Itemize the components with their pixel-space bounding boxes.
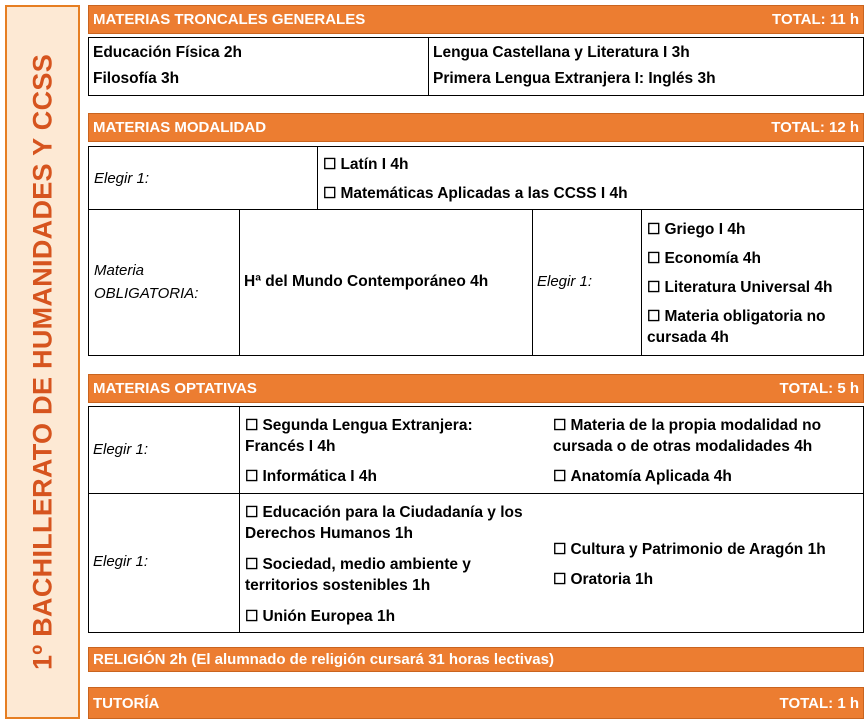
optativas-block1 [239,406,864,494]
section-title: MATERIAS TRONCALES GENERALES [93,11,366,28]
elegir-label-cell [88,493,240,633]
subject: Filosofía 3h [93,70,180,87]
obligatoria-label-cell [88,209,240,356]
elegir-label: Elegir 1: [537,273,593,290]
elegir-label-cell [88,406,240,494]
section-header-optativas [88,374,864,403]
option-sociedad[interactable]: ☐ Sociedad, medio ambiente y [245,556,471,573]
elegir-label: Elegir 1: [93,553,149,570]
checkbox-icon[interactable]: ☐ [553,417,567,434]
section-title: TUTORÍA [93,694,160,712]
checkbox-icon[interactable]: ☐ [647,250,661,267]
section-total: TOTAL: 12 h [771,119,859,136]
divider [428,38,429,95]
obligatoria-subject-cell [239,209,533,356]
section-header-modalidad [88,113,864,142]
option-materia-obligatoria[interactable]: ☐ Materia obligatoria no [647,308,826,325]
subject: Educación Física 2h [93,44,243,61]
option-informatica[interactable]: ☐ Informática I 4h [245,468,378,485]
optativas-block2 [239,493,864,633]
banner-title: 1º BACHILLERATO DE HUMANIDADES Y CCSS [27,53,57,671]
option-griego[interactable]: ☐ Griego I 4h [647,221,746,238]
option-latin[interactable]: ☐ Latín I 4h [323,156,409,173]
checkbox-icon[interactable]: ☐ [323,185,337,202]
religion-text: RELIGIÓN 2h (El alumnado de religión cursará 31 horas lectivas) [93,651,554,668]
checkbox-icon[interactable]: ☐ [647,279,661,296]
section-title: MATERIAS OPTATIVAS [93,380,257,397]
option-union-europea[interactable]: ☐ Unión Europea 1h [245,608,396,625]
religion-bar [88,647,864,672]
checkbox-icon[interactable]: ☐ [245,608,259,625]
obligatoria-subject: Hª del Mundo Contemporáneo 4h [244,273,489,290]
elegir-label-cell [88,146,318,210]
elegir2-options-cell [641,209,864,356]
elegir-options-cell [317,146,864,210]
section-total: TOTAL: 5 h [779,380,859,397]
option-segunda-lengua-cont: Francés I 4h [245,438,336,455]
option-segunda-lengua[interactable]: ☐ Segunda Lengua Extranjera: [245,417,473,434]
option-oratoria[interactable]: ☐ Oratoria 1h [553,571,654,588]
option-literatura[interactable]: ☐ Literatura Universal 4h [647,279,833,296]
checkbox-icon[interactable]: ☐ [647,221,661,238]
checkbox-icon[interactable]: ☐ [553,571,567,588]
option-materia-modalidad-cont: cursada o de otras modalidades 4h [553,438,813,455]
checkbox-icon[interactable]: ☐ [245,504,259,521]
option-economia[interactable]: ☐ Economía 4h [647,250,761,267]
section-header-tutoria [88,687,864,719]
vertical-title-banner [5,5,80,719]
checkbox-icon[interactable]: ☐ [245,468,259,485]
section-total: TOTAL: 11 h [772,11,859,28]
option-ciudadania-cont: Derechos Humanos 1h [245,525,413,542]
checkbox-icon[interactable]: ☐ [553,541,567,558]
option-ciudadania[interactable]: ☐ Educación para la Ciudadanía y los [245,504,523,521]
obligatoria-label: OBLIGATORIA: [94,285,199,302]
subject: Lengua Castellana y Literatura I 3h [433,44,690,61]
option-cultura-aragon[interactable]: ☐ Cultura y Patrimonio de Aragón 1h [553,541,826,558]
checkbox-icon[interactable]: ☐ [245,417,259,434]
elegir-label: Elegir 1: [93,441,149,458]
section-title: MATERIAS MODALIDAD [93,119,267,136]
troncales-table [88,37,864,96]
option-materia-obligatoria-cont: cursada 4h [647,329,729,346]
elegir-label: Elegir 1: [94,170,150,187]
option-materia-modalidad[interactable]: ☐ Materia de la propia modalidad no [553,417,822,434]
obligatoria-label: Materia [94,262,145,279]
elegir2-label-cell [532,209,642,356]
subject: Primera Lengua Extranjera I: Inglés 3h [433,70,716,87]
section-total: TOTAL: 1 h [779,694,859,712]
checkbox-icon[interactable]: ☐ [245,556,259,573]
option-matematicas[interactable]: ☐ Matemáticas Aplicadas a las CCSS I 4h [323,185,628,202]
checkbox-icon[interactable]: ☐ [323,156,337,173]
option-sociedad-cont: territorios sostenibles 1h [245,577,431,594]
section-header-troncales [88,5,864,34]
checkbox-icon[interactable]: ☐ [647,308,661,325]
option-anatomia[interactable]: ☐ Anatomía Aplicada 4h [553,468,732,485]
checkbox-icon[interactable]: ☐ [553,468,567,485]
